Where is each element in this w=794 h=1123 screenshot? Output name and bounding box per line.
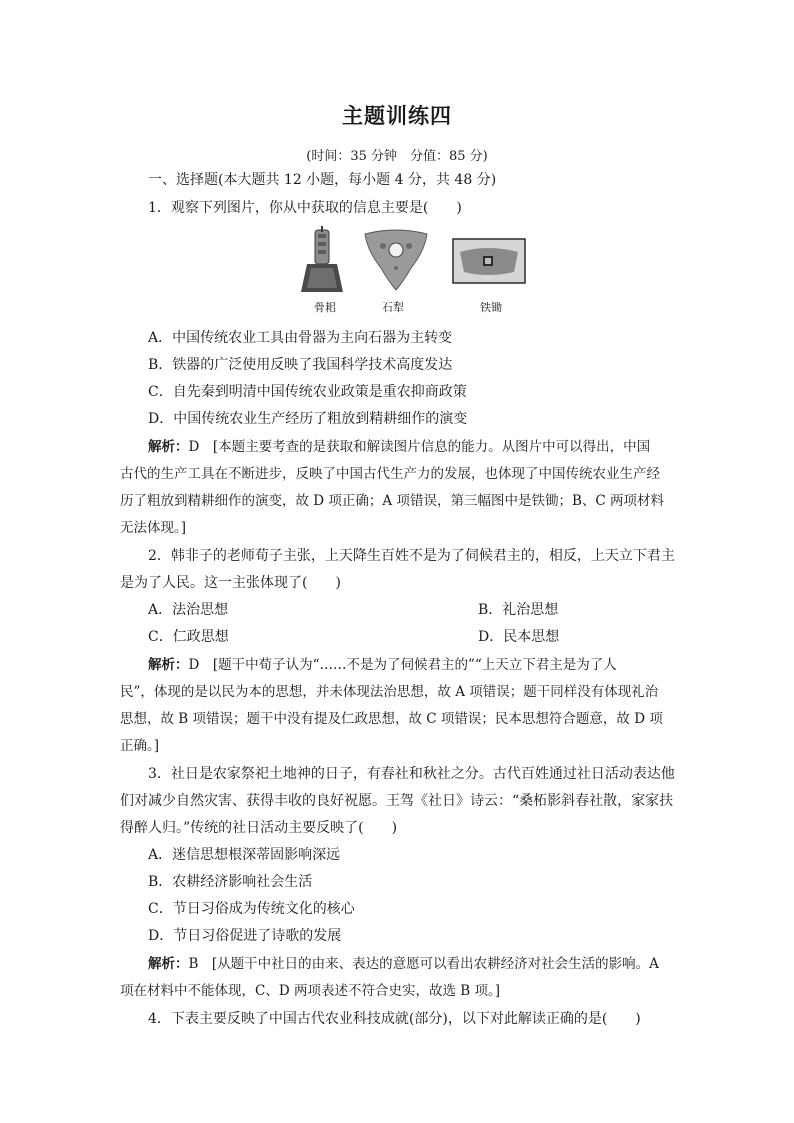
bone-spade-image <box>299 226 345 298</box>
question-2-stem-line-2: 是为了人民。这一主张体现了( ) <box>120 575 341 591</box>
question-3-stem-line-3: 得醉人归。”传统的社日活动主要反映了( ) <box>120 820 398 836</box>
figure-caption-2: 石犁 <box>382 301 404 314</box>
figure-caption-3: 铁锄 <box>480 301 502 314</box>
question-2-analysis-line-3: 思想，故 B 项错误；题干中没有提及仁政思想，故 C 项错误；民本思想符合题意，故 D 项 <box>120 711 663 727</box>
question-2-option-d: D．民本思想 <box>478 629 560 645</box>
question-1-option-d: D．中国传统农业生产经历了粗放到精耕细作的演变 <box>148 411 468 427</box>
question-2-option-b: B．礼治思想 <box>478 602 559 618</box>
question-1-analysis-line-4: 无法体现。] <box>120 520 187 536</box>
analysis-label: 解析： <box>148 439 189 455</box>
question-2-analysis-line-2: 民”，体现的是以民为本的思想，并未体现法治思想，故 A 项错误；题干同样没有体现礼治 <box>120 684 659 700</box>
question-3-option-c: C．节日习俗成为传统文化的核心 <box>148 901 355 917</box>
question-1-stem: 1．观察下列图片，你从中获取的信息主要是( ) <box>148 200 462 216</box>
iron-hoe-image <box>452 238 526 284</box>
analysis-label: 解析： <box>148 956 189 972</box>
figure-caption-1: 骨耜 <box>314 301 336 314</box>
question-3-analysis-line-1: 解析：B [从题干中社日的由来、表达的意愿可以看出农耕经济对社会生活的影响。A <box>148 956 659 972</box>
question-3-option-d: D．节日习俗促进了诗歌的发展 <box>148 928 342 944</box>
question-1-analysis-line-3: 历了粗放到精耕细作的演变，故 D 项正确；A 项错误，第三幅图中是铁锄；B、C 两项材料 <box>120 493 664 509</box>
question-3-stem-line-2: 们对减少自然灾害、获得丰收的良好祝愿。王驾《社日》诗云：“桑柘影斜春社散，家家扶 <box>120 793 674 809</box>
question-2-analysis-line-4: 正确。] <box>120 738 160 754</box>
question-3-stem-line-1: 3．社日是农家祭祀土地神的日子，有春社和秋社之分。古代百姓通过社日活动表达他 <box>148 766 675 782</box>
question-1-option-b: B．铁器的广泛使用反映了我国科学技术高度发达 <box>148 357 453 373</box>
question-1-option-a: A．中国传统农业工具由骨器为主向石器为主转变 <box>148 330 453 346</box>
page-subtitle: (时间：35 分钟 分值：85 分) <box>306 149 488 164</box>
question-2-option-a: A．法治思想 <box>148 602 229 618</box>
question-3-option-a: A．迷信思想根深蒂固影响深远 <box>148 847 341 863</box>
question-3-option-b: B．农耕经济影响社会生活 <box>148 874 313 890</box>
question-2-option-c: C．仁政思想 <box>148 629 229 645</box>
page-title: 主题训练四 <box>342 104 452 128</box>
stone-plough-image <box>361 228 431 294</box>
question-1-analysis-line-1: 解析：D [本题主要考查的是获取和解读图片信息的能力。从图片中可以得出，中国 <box>148 439 651 455</box>
question-3-analysis-line-2: 项在材料中不能体现，C、D 两项表述不符合史实，故选 B 项。] <box>120 983 500 999</box>
question-2-stem-line-1: 2．韩非子的老师荀子主张，上天降生百姓不是为了伺候君主的，相反，上天立下君主 <box>148 548 675 564</box>
question-1-figures <box>296 226 526 316</box>
question-1-analysis-line-2: 古代的生产工具在不断进步，反映了中国古代生产力的发展，也体现了中国传统农业生产经 <box>120 466 660 482</box>
question-2-analysis-line-1: 解析：D [题干中荀子认为“……不是为了伺候君主的”“上天立下君主是为了人 <box>148 657 617 673</box>
section-heading: 一、选择题(本大题共 12 小题，每小题 4 分，共 48 分) <box>148 172 497 188</box>
analysis-label: 解析： <box>148 657 189 673</box>
question-1-option-c: C．自先秦到明清中国传统农业政策是重农抑商政策 <box>148 384 467 400</box>
question-4-stem: 4．下表主要反映了中国古代农业科技成就(部分)，以下对此解读正确的是( ) <box>148 1011 641 1027</box>
